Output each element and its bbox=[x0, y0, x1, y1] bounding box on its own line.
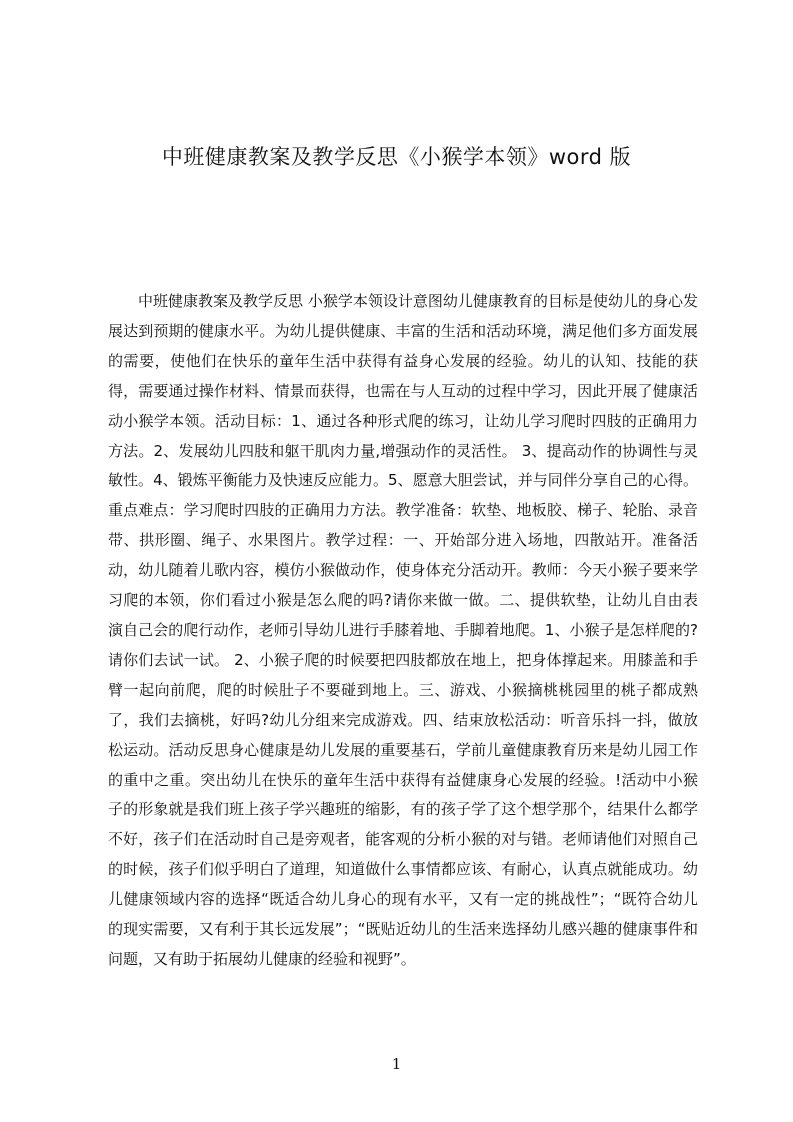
page-title: 中班健康教案及教学反思《小猴学本领》word 版 bbox=[161, 145, 632, 169]
body-paragraph: 中班健康教案及教学反思 小猴学本领设计意图幼儿健康教育的目标是使幼儿的身心发展达到预期的健康水平。为幼儿提供健康、丰富的生活和活动环境，满足他们多方面发展的需要，使他们在快乐的童年生活中获得有益身心发展的经验。幼儿的认知、技能的获得，需要通过操作材料、情景而获得，也需在与人互动的过程中学习，因此开展了健康活动小猴学本领。活动目标：1、通过各种形式爬的练习，让幼儿学习爬时四肢的正确用力方法。2、发展幼儿四肢和躯干肌肉力量,增强动作的灵活性。 3、提高动作的协调性与灵敏性。4、锻炼平衡能力及快速反应能力。5、愿意大胆尝试，并与同伴分享自己的心得。重点难点：学习爬时四肢的正确用力方法。教学准备：软垫、地板胶、梯子、轮胎、录音带、拱形圈、绳子、水果图片。教学过程：一、开始部分进入场地，四散站开。准备活动，幼儿随着儿歌内容，模仿小猴做动作，使身体充分活动开。教师：今天小猴子要来学习爬的本领，你们看过小猴是怎么爬的吗?请你来做一做。二、提供软垫，让幼儿自由表演自己会的爬行动作，老师引导幼儿进行手膝着地、手脚着地爬。1、小猴子是怎样爬的?请你们去试一试。 2、小猴子爬的时候要把四肢都放在地上，把身体撑起来。用膝盖和手臂一起向前爬，爬的时候肚子不要碰到地上。三、游戏、小猴摘桃桃园里的桃子都成熟了，我们去摘桃，好吗?幼儿分组来完成游戏。四、结束放松活动：听音乐抖一抖，做放松运动。活动反思身心健康是幼儿发展的重要基石，学前儿童健康教育历来是幼儿园工作的重中之重。突出幼儿在快乐的童年生活中获得有益健康身心发展的经验。!活动中小猴子的形象就是我们班上孩子学兴趣班的缩影，有的孩子学了这个想学那个，结果什么都学不好，孩子们在活动时自己是旁观者，能客观的分析小猴的对与错。老师请他们对照自己的时候，孩子们似乎明白了道理，知道做什么事情都应该、有耐心，认真点就能成功。幼儿健康领域内容的选择“既适合幼儿身心的现有水平，又有一定的挑战性”；“既符合幼儿的现实需要，又有利于其长远发展”；“既贴近幼儿的生活来选择幼儿感兴趣的健康事件和问题，又有助于拓展幼儿健康的经验和视野”。 bbox=[108, 292, 698, 968]
page-number: 1 bbox=[391, 1055, 402, 1073]
